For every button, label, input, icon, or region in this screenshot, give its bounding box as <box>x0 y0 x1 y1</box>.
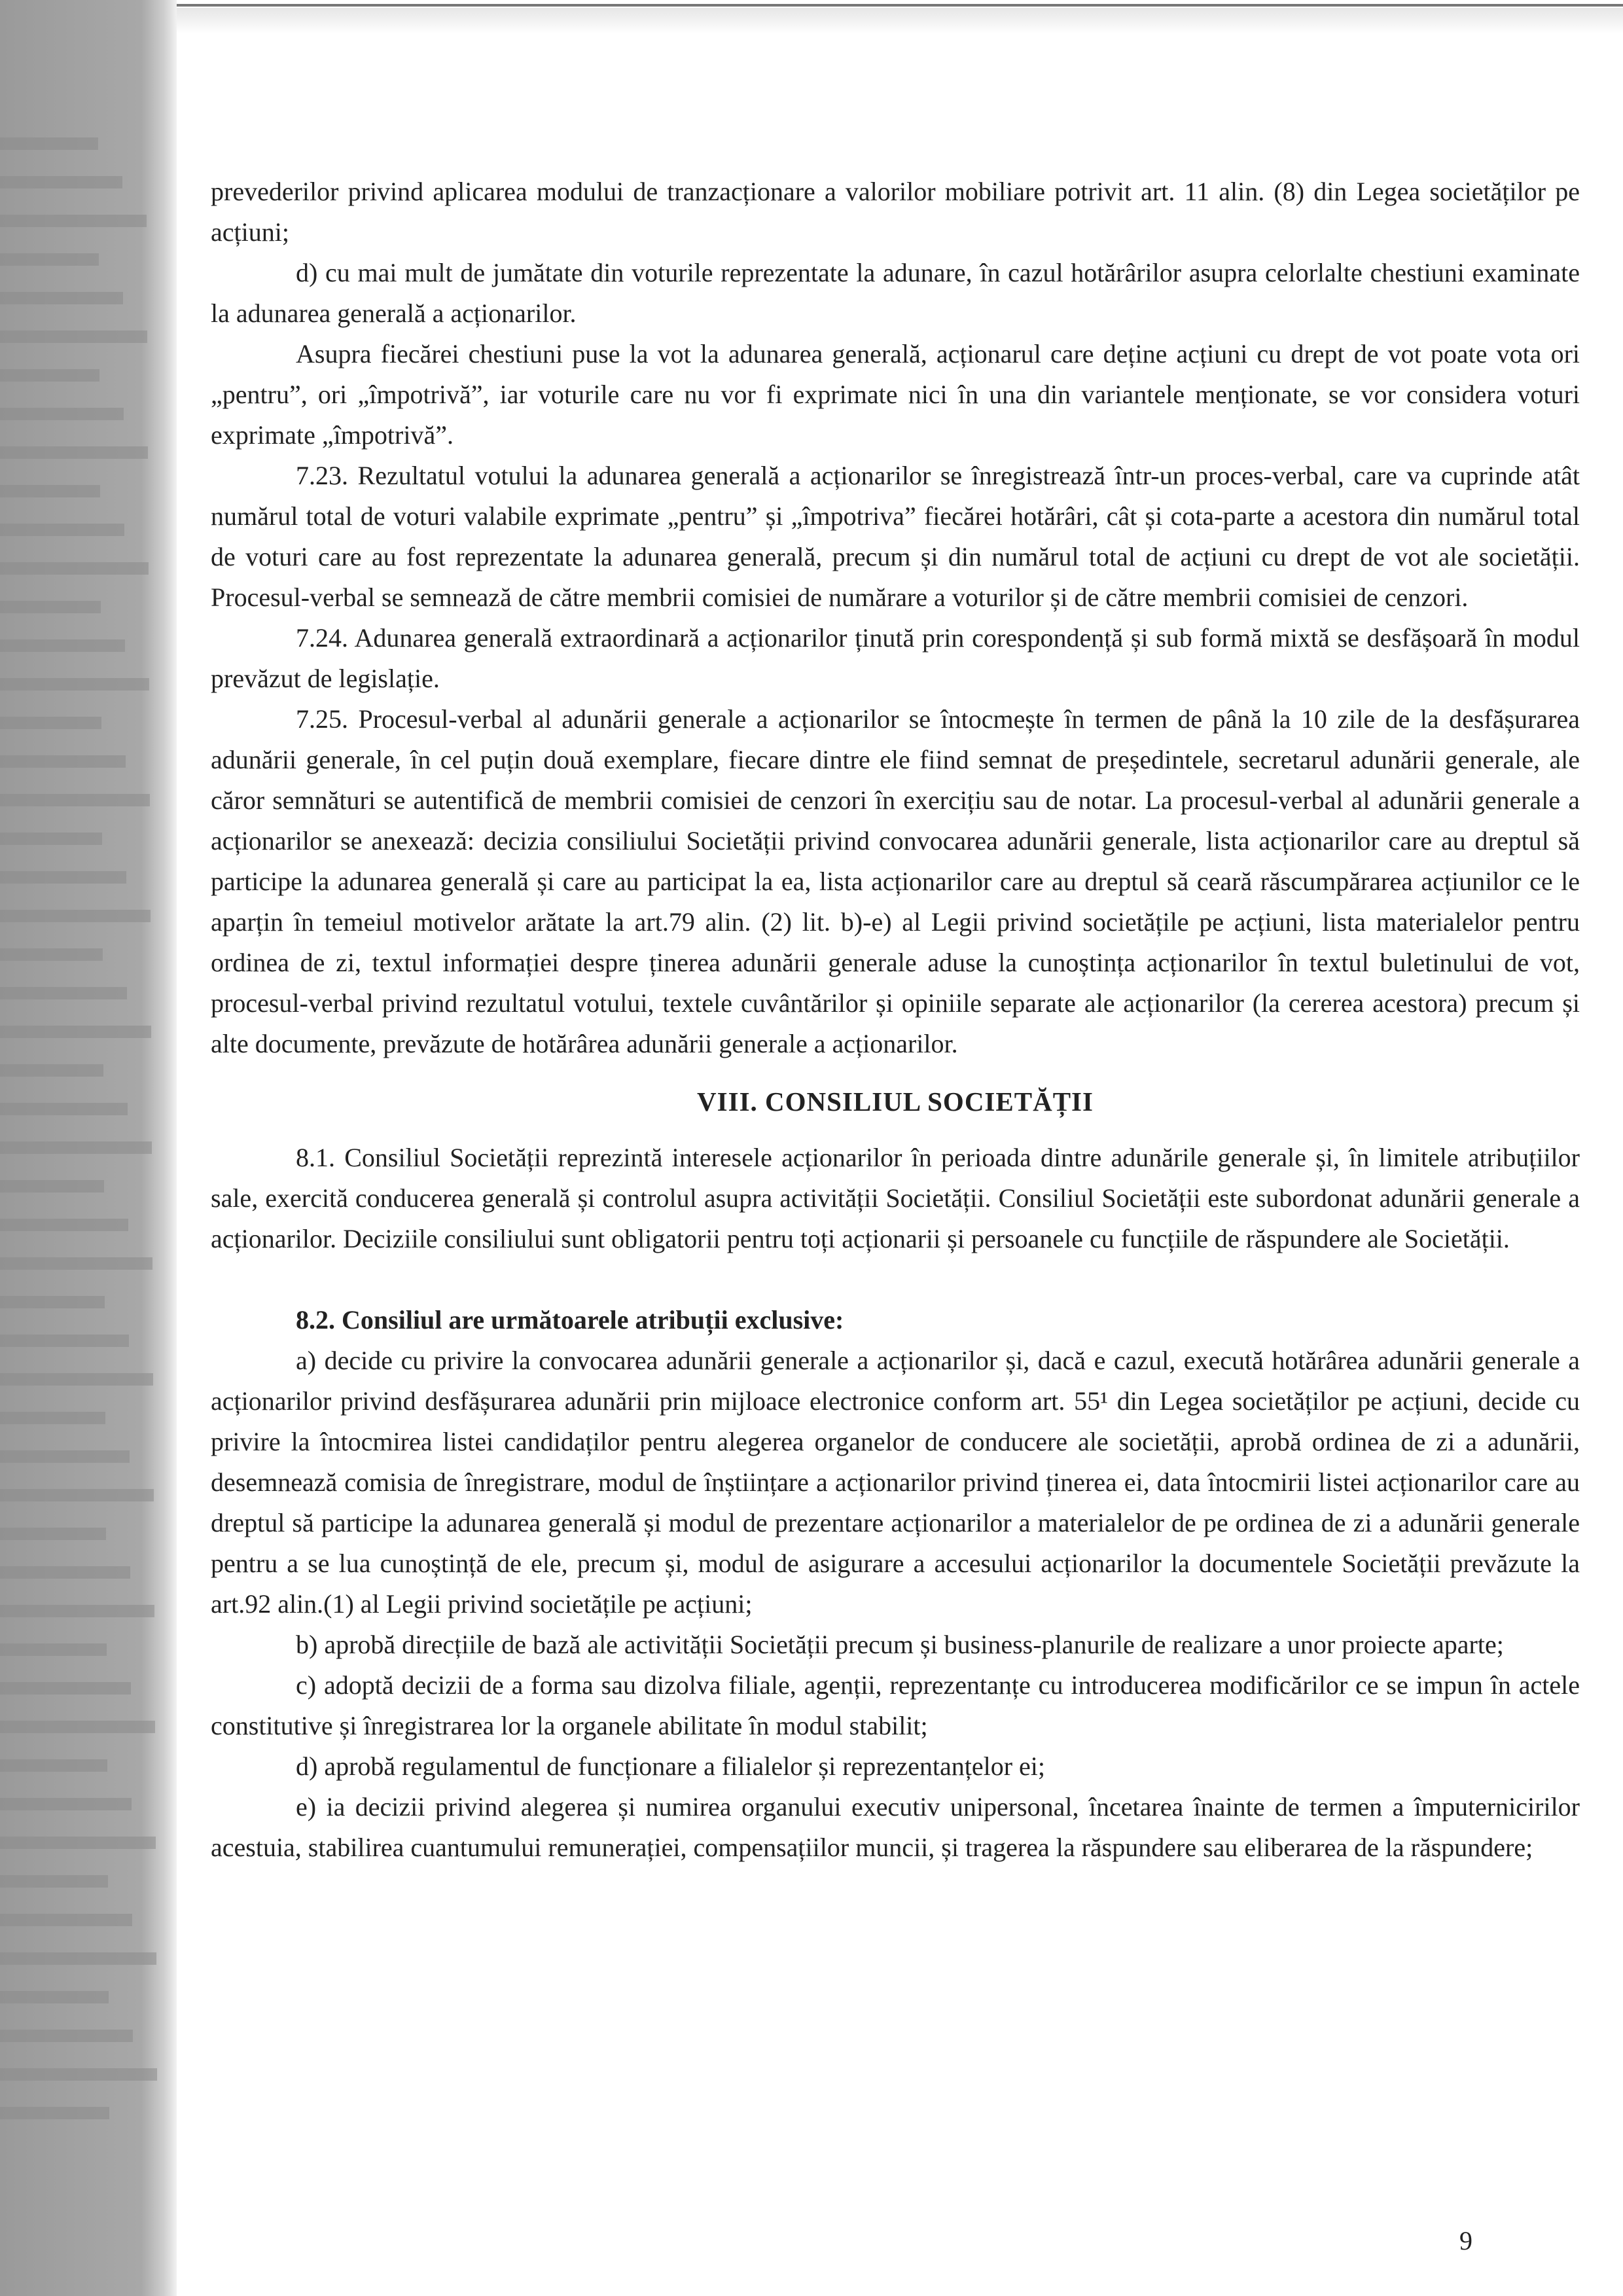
paragraph-text: Adunarea generală extraordinară a acționarilor ținută prin corespondență și sub formă mixtă se desfășoară în modul prevăzut de legislație. <box>211 623 1580 693</box>
bleed-line <box>0 833 102 845</box>
previous-page-bleed <box>0 137 177 2145</box>
bleed-line <box>0 1721 155 1733</box>
scan-top-shadow <box>177 8 1623 34</box>
bleed-line <box>0 1875 108 1888</box>
paragraph-text: prevederilor privind aplicarea modului de tranzacționare a valorilor mobiliare potrivit art. 11 alin. (8) din Legea societăților pe acțiuni; <box>211 177 1580 247</box>
paragraph-text: e) ia decizii privind alegerea și numirea organului executiv unipersonal, încetarea înainte de termen a împuternicirilor acestuia, stabilirea cuantumului remunerației, compensațiilor muncii, și tragerea la răspundere sau eliberarea de la răspundere; <box>211 1792 1580 1862</box>
page-number: 9 <box>1459 2226 1472 2255</box>
bleed-line <box>0 2030 133 2042</box>
scan-top-edge <box>0 4 1623 7</box>
bleed-line <box>0 446 148 459</box>
bleed-line <box>0 1566 130 1579</box>
paragraph <box>211 618 1580 699</box>
document-body <box>211 171 1580 1868</box>
paragraph <box>211 1300 1580 1340</box>
paragraph <box>211 334 1580 456</box>
bleed-line <box>0 1335 129 1347</box>
bleed-line <box>0 871 126 884</box>
bleed-line <box>0 1026 151 1038</box>
bleed-line <box>0 948 103 961</box>
bleed-line <box>0 1605 154 1617</box>
bleed-line <box>0 1759 107 1772</box>
bleed-line <box>0 176 122 188</box>
bleed-line <box>0 1412 105 1424</box>
paragraph-text: c) adoptă decizii de a forma sau dizolva filiale, agenții, reprezentanțe cu introducerea modificărilor ce se impun în actele constitutive și înregistrarea lor la organele abilitate în modul stabilit; <box>211 1670 1580 1740</box>
paragraph <box>211 1787 1580 1868</box>
bleed-line <box>0 1991 109 2003</box>
paragraph-text: Rezultatul votului la adunarea generală a acționarilor se înregistrează într-un proces-verbal, care va cuprinde atât numărul total de voturi valabile exprimate „pentru” și „împotriva” fiecărei hotărâri, cât și cota-parte a acestora din numărul total de voturi care au fost reprezentate la adunarea generală, precum și din numărul total de acțiuni cu drept de vot ale societății. Procesul-verbal se semnează de către membrii comisiei de numărare a voturilor și de către membrii comisiei de cenzori. <box>211 461 1580 612</box>
bleed-line <box>0 601 101 613</box>
bleed-line <box>0 331 147 343</box>
bleed-line <box>0 485 100 497</box>
paragraph <box>211 1624 1580 1665</box>
bleed-line <box>0 292 123 304</box>
bleed-line <box>0 1373 153 1386</box>
clause-number: 7.25. <box>296 704 348 734</box>
bleed-line <box>0 1141 152 1154</box>
clause-number: 8.1. <box>296 1143 335 1172</box>
paragraph-text: Asupra fiecărei chestiuni puse la vot la adunarea generală, acționarul care deține acțiuni cu drept de vot poate vota ori „pentru”, ori „împotrivă”, iar voturile care nu vor fi exprimate nici în una din variantele menționate, se vor considera voturi exprimate „împotrivă”. <box>211 339 1580 450</box>
paragraph <box>211 1665 1580 1746</box>
bleed-line <box>0 1643 107 1656</box>
paragraph-text: d) cu mai mult de jumătate din voturile reprezentate la adunare, în cazul hotărârilor asupra celorlalte chestiuni examinate la adunarea generală a acționarilor. <box>211 258 1580 328</box>
paragraph-text: Consiliul Societății reprezintă interesele acționarilor în perioada dintre adunările generale și, în limitele atribuțiilor sale, exercită conducerea generală și controlul asupra activității Societății. Consiliul Societății este subordonat adunării generale a acționarilor. Deciziile consiliului sunt obligatorii pentru toți acționarii și persoanele cu funcțiile de răspundere ale Societății. <box>211 1143 1580 1253</box>
bleed-line <box>0 755 126 768</box>
bleed-line <box>0 1528 106 1540</box>
bleed-line <box>0 1219 128 1231</box>
paragraph <box>211 1138 1580 1259</box>
paragraph <box>211 699 1580 1064</box>
bleed-line <box>0 987 127 999</box>
paragraph-text: Procesul-verbal al adunării generale a acționarilor se întocmește în termen de până la 10 zile de la desfășurarea adunării generale, în cel puțin două exemplare, fiecare dintre ele fiind semnat de președintele, secretarul adunării generale, ale căror semnături se autentifică de membrii comisiei de cenzori în exercițiu sau de notar. La procesul-verbal al adunării generale a acționarilor se anexează: decizia consiliului Societății privind convocarea adunării generale, lista acționarilor care au dreptul să participe la adunarea generală și care au participat la ea, lista acționarilor care au dreptul să ceară răscumpărarea acțiunilor ce le aparțin în temeiul motivelor arătate la art.79 alin. (2) lit. b)-e) al Legii privind societățile pe acțiuni, lista materialelor pentru ordinea de zi, textul informației despre ținerea adunării generale aduse la cunoștința acționarilor în textul buletinului de vot, procesul-verbal privind rezultatul votului, textele cuvântărilor și opiniile separate ale acționarilor (la cererea acestora) precum și alte documente, prevăzute de hotărârea adunării generale a acționarilor. <box>211 704 1580 1058</box>
paragraph <box>211 456 1580 618</box>
bleed-line <box>0 1180 104 1193</box>
bleed-line <box>0 2068 157 2081</box>
paragraph-text: d) aprobă regulamentul de funcționare a filialelor și reprezentanțelor ei; <box>296 1751 1046 1781</box>
blank-line <box>211 1259 1580 1300</box>
paragraph <box>211 253 1580 334</box>
bleed-line <box>0 1682 131 1695</box>
section-heading: VIII. CONSILIUL SOCIETĂȚII <box>697 1086 1094 1117</box>
bleed-line <box>0 1257 152 1270</box>
bleed-line <box>0 562 149 575</box>
clause-number: 7.23. <box>296 461 348 490</box>
bleed-line <box>0 1103 128 1115</box>
bleed-line <box>0 794 150 806</box>
paragraph <box>211 1340 1580 1624</box>
scan-left-shadow <box>0 0 177 2296</box>
bleed-line <box>0 215 147 227</box>
bleed-line <box>0 369 99 382</box>
bleed-line <box>0 1450 130 1463</box>
bleed-line <box>0 1798 132 1810</box>
bleed-line <box>0 1489 154 1501</box>
bleed-line <box>0 678 149 691</box>
paragraph <box>211 171 1580 253</box>
bleed-line <box>0 137 98 150</box>
bleed-line <box>0 1064 103 1077</box>
paragraph <box>211 1746 1580 1787</box>
bleed-line <box>0 1914 132 1926</box>
bleed-line <box>0 524 124 536</box>
bleed-line <box>0 1837 156 1849</box>
clause-number: 7.24. <box>296 623 348 653</box>
bleed-line <box>0 639 125 652</box>
paragraph-text: b) aprobă direcțiile de bază ale activității Societății precum și business-planurile de realizare a unor proiecte aparte; <box>296 1630 1504 1659</box>
bleed-line <box>0 717 101 729</box>
bleed-line <box>0 253 99 266</box>
paragraph-text: a) decide cu privire la convocarea adunării generale a acționarilor și, dacă e cazul, execută hotărârea adunării generale a acționarilor privind desfășurarea adunării prin mijloace electronice conform art. 55¹ din Legea societăților pe acțiuni, decide cu privire la întocmirea listei candidaților pentru alegerea organelor de conducere ale societății, aprobă ordinea de zi a adunării, desemnează comisia de înregistrare, modul de înștiințare a acționarilor privind ținerea ei, data întocmirii listei acționarilor care au dreptul să participe la adunarea generală și modul de prezentare acționarilor a materialelor de pe ordinea de zi a adunării generale pentru a se lua cunoștință de ele, precum și, modul de asigurare a accesului acționarilor la documentele Societății prevăzute la art.92 alin.(1) al Legii privind societățile pe acțiuni; <box>211 1346 1580 1619</box>
bleed-line <box>0 1296 105 1308</box>
paragraph-text: 8.2. Consiliul are următoarele atribuții exclusive: <box>296 1305 844 1335</box>
bleed-line <box>0 408 124 420</box>
bleed-line <box>0 910 151 922</box>
bleed-line <box>0 1952 156 1965</box>
bleed-line <box>0 2107 109 2119</box>
